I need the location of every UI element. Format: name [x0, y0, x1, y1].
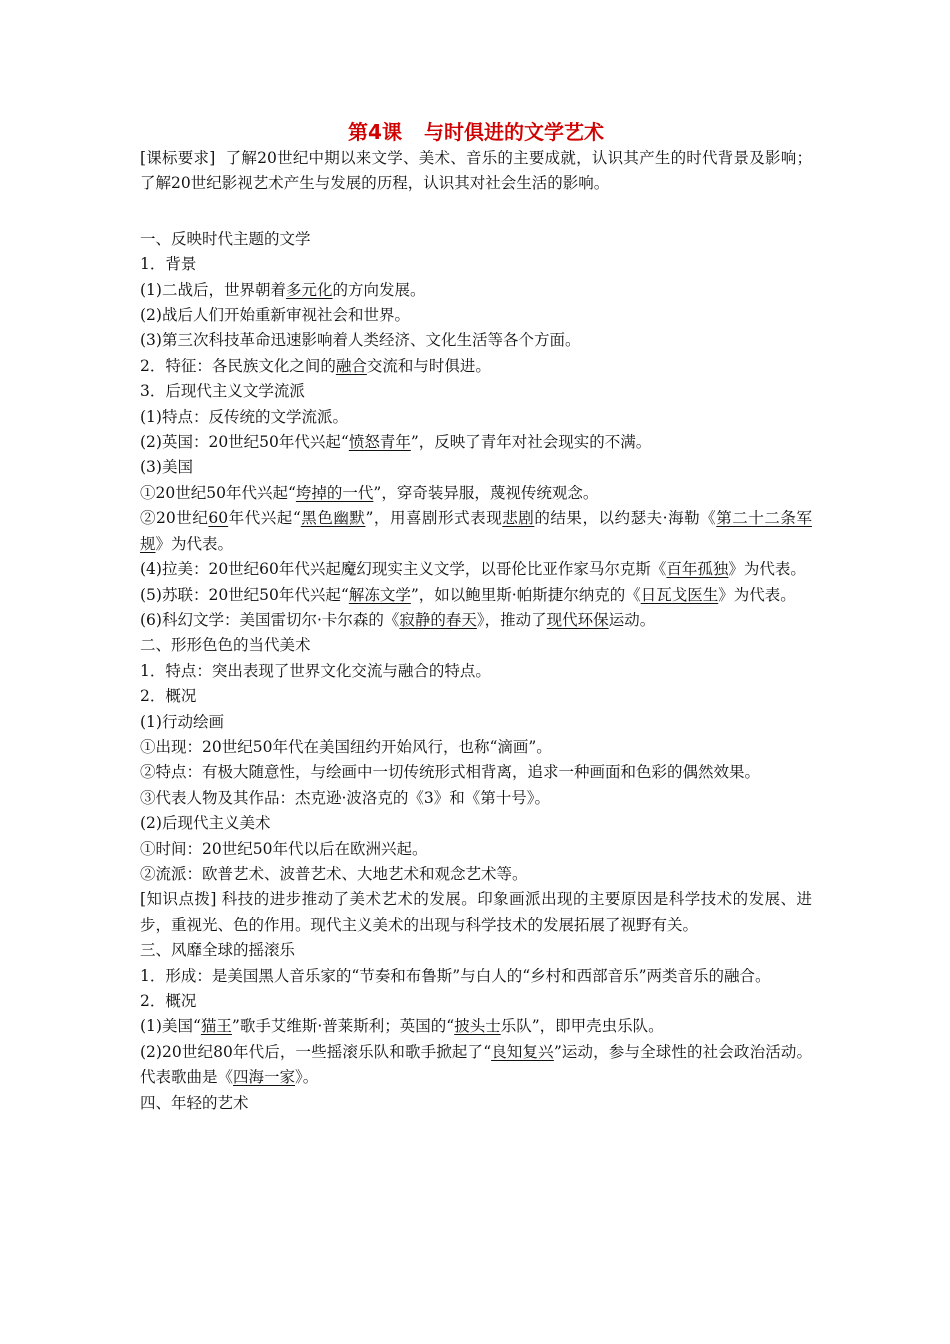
- text-line: [140, 455, 812, 480]
- text-run: ①20世纪50年代兴起“: [140, 483, 296, 502]
- key-term: 日瓦戈医生: [640, 585, 719, 604]
- text-run: 年代兴起“: [228, 509, 301, 528]
- key-term: 60: [208, 509, 229, 528]
- text-run: 》，推动了: [476, 610, 547, 629]
- document-body: [140, 227, 812, 1116]
- lesson-name: 与时俱进的文学艺术: [423, 120, 604, 144]
- text-line: [140, 405, 812, 430]
- text-run: ”，用喜剧形式表现: [365, 509, 503, 528]
- text-line: [140, 430, 812, 455]
- text-line: [140, 684, 812, 709]
- text-run: 的结果，以约瑟夫·海勒《: [534, 509, 717, 528]
- text-run: ②特点：有极大随意性，与绘画中一切传统形式相背离，追求一种画面和色彩的偶然效果。: [140, 763, 761, 782]
- text-line: [140, 887, 812, 938]
- key-term: 悲剧: [502, 509, 535, 528]
- text-run: 二、形形色色的当代美术: [140, 636, 311, 655]
- text-run: 》为代表。: [718, 585, 796, 604]
- text-line: [140, 735, 812, 760]
- text-run: [知识点拨] 科技的进步推动了美术艺术的发展。印象画派出现的主要原因是科学技术的发展、进步，重视光、色的作用。现代主义美术的出现与科学技术的发展拓展了视野有关。: [140, 890, 812, 934]
- text-run: (3)第三次科技革命迅速影响着人类经济、文化生活等各个方面。: [140, 331, 581, 350]
- text-run: 乐队”，即甲壳虫乐队。: [500, 1017, 664, 1036]
- text-run: ”，穿奇装异服，蔑视传统观念。: [373, 483, 599, 502]
- text-line: [140, 278, 812, 303]
- text-run: ”运动，参与全球性的社会政治活动。代表歌曲是《: [140, 1042, 812, 1087]
- requirement-tag: [课标要求]: [140, 149, 216, 167]
- text-run: 2．特征：各民族文化之间的: [140, 356, 336, 375]
- text-run: (1)美国“: [140, 1017, 201, 1036]
- key-term: 寂静的春天: [399, 610, 477, 629]
- text-line: [140, 1040, 812, 1091]
- text-run: 运动。: [608, 610, 656, 629]
- text-run: 》为代表。: [155, 534, 234, 553]
- text-run: ②流派：欧普艺术、波普艺术、大地艺术和观念艺术等。: [140, 864, 528, 883]
- text-line: [140, 633, 812, 658]
- key-term: 百年孤独: [666, 560, 729, 579]
- text-line: [140, 862, 812, 887]
- text-run: ①出现：20世纪50年代在美国纽约开始风行，也称“滴画”。: [140, 737, 552, 756]
- key-term: 解冻文学: [348, 585, 411, 604]
- text-run: 》。: [295, 1068, 319, 1087]
- key-term: 垮掉的一代: [295, 483, 374, 502]
- text-run: (2)20世纪80年代后，一些摇滚乐队和歌手掀起了“: [140, 1042, 492, 1061]
- text-line: [140, 583, 812, 608]
- text-run: 3．后现代主义文学流派: [140, 382, 305, 401]
- key-term: 多元化: [285, 280, 333, 299]
- text-run: 1．形成：是美国黑人音乐家的“节奏和布鲁斯”与白人的“乡村和西部音乐”两类音乐的融合。: [140, 966, 771, 985]
- text-run: ”，反映了青年对社会现实的不满。: [410, 433, 652, 452]
- text-run: (2)后现代主义美术: [140, 814, 271, 833]
- lesson-number: 第4课: [348, 120, 402, 144]
- key-term: 四海一家: [233, 1068, 296, 1087]
- key-term: 披头士: [454, 1017, 501, 1036]
- text-line: [140, 252, 812, 277]
- text-run: 四、年轻的艺术: [140, 1093, 249, 1112]
- text-line: [140, 506, 812, 557]
- document-page: [140, 118, 812, 1116]
- curriculum-requirement: [140, 146, 812, 197]
- text-line: [140, 354, 812, 379]
- key-term: 愤怒青年: [348, 433, 411, 452]
- page-title: [140, 118, 812, 146]
- key-term: 良知复兴: [491, 1042, 554, 1061]
- text-run: (6)科幻文学：美国雷切尔·卡尔森的《: [140, 610, 400, 629]
- text-run: 1．背景: [140, 255, 197, 274]
- text-run: ②20世纪: [140, 509, 209, 528]
- text-line: [140, 481, 812, 506]
- spacer: [140, 197, 812, 227]
- key-term: 猫王: [200, 1017, 232, 1036]
- text-line: [140, 837, 812, 862]
- text-run: (5)苏联：20世纪50年代兴起“: [140, 585, 349, 604]
- text-line: [140, 760, 812, 785]
- text-run: (3)美国: [140, 458, 193, 477]
- text-line: [140, 938, 812, 963]
- text-run: ①时间：20世纪50年代以后在欧洲兴起。: [140, 839, 428, 858]
- text-line: [140, 303, 812, 328]
- text-line: [140, 1014, 812, 1039]
- text-run: 1．特点：突出表现了世界文化交流与融合的特点。: [140, 661, 491, 680]
- text-line: [140, 659, 812, 684]
- text-run: 一、反映时代主题的文学: [140, 229, 311, 248]
- text-line: [140, 557, 812, 582]
- text-run: (4)拉美：20世纪60年代兴起魔幻现实主义文学，以哥伦比亚作家马尔克斯《: [140, 560, 667, 579]
- text-line: [140, 989, 812, 1014]
- text-run: (1)特点：反传统的文学流派。: [140, 407, 348, 426]
- text-line: [140, 227, 812, 252]
- text-run: 的方向发展。: [332, 280, 426, 299]
- text-run: (2)英国：20世纪50年代兴起“: [140, 433, 349, 452]
- text-run: ③代表人物及其作品：杰克逊·波洛克的《3》和《第十号》。: [140, 788, 551, 807]
- text-line: [140, 328, 812, 353]
- key-term: 融合: [335, 356, 367, 375]
- text-run: 2．概况: [140, 992, 197, 1010]
- text-run: 交流和与时俱进。: [366, 356, 491, 375]
- text-run: (2)战后人们开始重新审视社会和世界。: [140, 306, 410, 325]
- requirement-text: 了解20世纪中期以来文学、美术、音乐的主要成就，认识其产生的时代背景及影响；了解20世纪影视艺术产生与发展的历程，认识其对社会生活的影响。: [140, 149, 812, 193]
- text-line: [140, 811, 812, 836]
- text-line: [140, 1091, 812, 1116]
- text-run: ”歌手艾维斯·普莱斯利；英国的“: [231, 1017, 455, 1036]
- text-run: 2．概况: [140, 687, 197, 706]
- text-line: [140, 710, 812, 735]
- key-term: 第二十二条军规: [140, 509, 812, 553]
- text-run: ”，如以鲍里斯·帕斯捷尔纳克的《: [410, 585, 641, 604]
- text-run: 三、风靡全球的摇滚乐: [140, 941, 296, 960]
- text-run: (1)行动绘画: [140, 712, 224, 731]
- text-run: (1)二战后，世界朝着: [140, 280, 286, 299]
- text-line: [140, 379, 812, 404]
- text-run: 》为代表。: [728, 560, 806, 579]
- key-term: 黑色幽默: [300, 509, 366, 528]
- text-line: [140, 786, 812, 811]
- text-line: [140, 964, 812, 989]
- text-line: [140, 608, 812, 633]
- key-term: 现代环保: [546, 610, 609, 629]
